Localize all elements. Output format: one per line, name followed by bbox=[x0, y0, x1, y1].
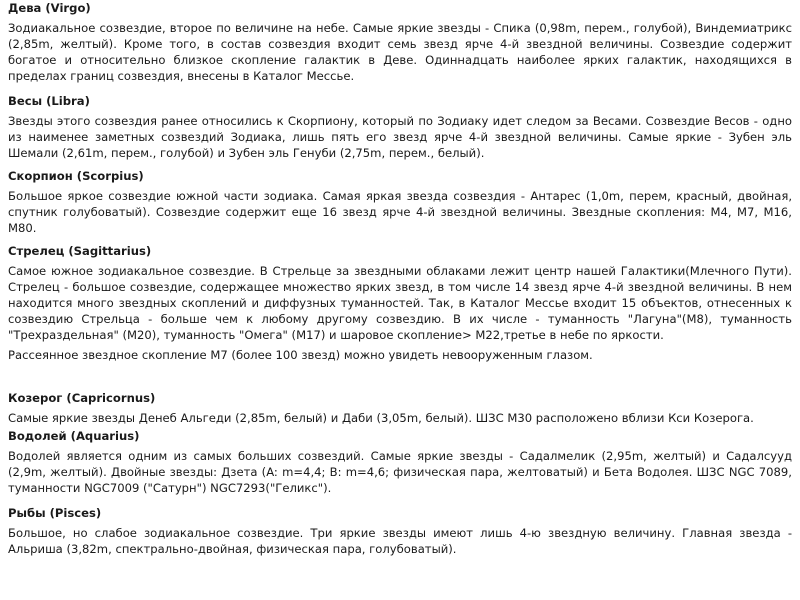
section-sagittarius bbox=[8, 244, 792, 363]
section-libra bbox=[8, 94, 792, 161]
section-title: Водолей (Aquarius) bbox=[8, 429, 140, 443]
section-paragraph: Большое, но слабое зодиакальное созвездие. Три яркие звезды имеют лишь 4-ю звездную величину. Главная звезда - Альриша (3,82m, спектрально-двойная, физическая пара, голубоватый). bbox=[8, 526, 792, 556]
section-title: Весы (Libra) bbox=[8, 94, 90, 108]
section-paragraph: Звезды этого созвездия ранее относились к Скорпиону, который по Зодиаку идет следом за Весами. Созвездие Весов - одно из наименее заметных созвездий Зодиака, лишь пять его звезд ярче 4-й звездной величины. Самые яркие - Зубен эль Шемали (2,61m, перем., голубой) и Зубен эль Генуби (2,75m, перем., белый). bbox=[8, 114, 792, 160]
section-aquarius bbox=[8, 429, 792, 496]
section-paragraph: Водолей является одним из самых больших созвездий. Самые яркие звезды - Садалмелик (2,95m, желтый) и Садалсууд (2,9m, желтый). Двойные звезды: Дзета (A: m=4,4; B: m=4,6; физическая пара, желтоватый) и Бета Водолея. ШЗС NGC 7089, туманности NGC7009 ("Сатурн") NGC7293("Геликс"). bbox=[8, 449, 792, 495]
section-title: Стрелец (Sagittarius) bbox=[8, 244, 152, 258]
section-paragraph: Зодиакальное созвездие, второе по величине на небе. Самые яркие звезды - Спика (0,98m, перем., голубой), Виндемиатрикс (2,85m, желтый). Кроме того, в состав созвездия входит семь звезд ярче 4-й звездной величины. Созвездие содержит богатое и относительно близкое скопление галактик в Деве. Одиннадцать наиболее ярких галактик, находящихся в пределах границ созвездия, внесены в Каталог Мессье. bbox=[8, 21, 792, 83]
section-virgo bbox=[8, 1, 792, 84]
section-title: Козерог (Capricornus) bbox=[8, 391, 156, 405]
section-paragraph: Большое яркое созвездие южной части зодиака. Самая яркая звезда созвездия - Антарес (1,0m, перем, красный, двойная, спутник голубоватый). Созвездие содержит еще 16 звезд ярче 4-й звездной величины. Звездные скопления: M4, M7, M16, M80. bbox=[8, 189, 792, 235]
section-scorpius bbox=[8, 169, 792, 236]
section-title: Скорпион (Scorpius) bbox=[8, 169, 144, 183]
section-paragraph: Самые яркие звезды Денеб Альгеди (2,85m, белый) и Даби (3,05m, белый). ШЗС M30 расположено вблизи Кси Козерога. bbox=[8, 411, 754, 425]
section-title: Рыбы (Pisces) bbox=[8, 506, 102, 520]
section-pisces bbox=[8, 506, 792, 557]
section-capricornus bbox=[8, 391, 792, 426]
section-paragraph: Рассеянное звездное скопление M7 (более 100 звезд) можно увидеть невооруженным глазом. bbox=[8, 348, 593, 362]
section-title: Дева (Virgo) bbox=[8, 1, 91, 15]
section-paragraph: Самое южное зодиакальное созвездие. В Стрельце за звездными облаками лежит центр нашей Галактики(Млечного Пути). Стрелец - большое созвездие, содержащее множество ярких звезд, в том числе 14 звезд ярче 4-й звездной величины. В нем находится много звездных скоплений и диффузных туманностей. Так, в Каталог Мессье входит 15 объектов, отнесенных к созвездию Стрельца - больше чем к любому другому созвездию. В их числе - туманность "Лагуна"(M8), туманность "Трехраздельная" (M20), туманность "Омега" (M17) и шаровое скопление> M22,третье в небе по яркости. bbox=[8, 264, 792, 342]
